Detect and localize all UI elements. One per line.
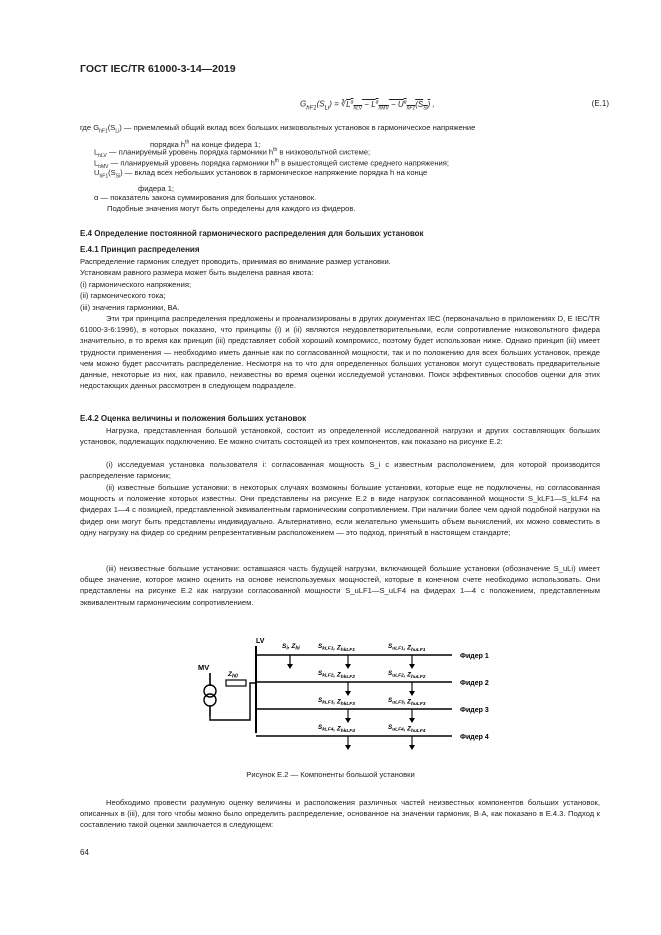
section-e41-heading: Е.4.1 Принцип распределения xyxy=(80,245,200,254)
z-h0-label: $Z_{h0}$ xyxy=(228,671,238,680)
document-header: ГОСТ IEC/TR 61000-3-14—2019 xyxy=(80,63,236,75)
e41-paragraph-2: Установкам равного размера может быть выделена равная квота: xyxy=(80,268,314,277)
feeder-4 xyxy=(256,724,489,750)
where-line-4: $U_{hF1}(S_{Si})$ — вклад всех небольших установок в гармоническое напряжение порядка h на конце фидера 1; xyxy=(94,168,428,193)
feeder-2 xyxy=(256,670,489,696)
equation-number: (Е.1) xyxy=(591,99,609,108)
e41-list-item-2: (ii) гармонического тока; xyxy=(80,291,166,300)
section-e42-heading: Е.4.2 Оценка величины и положения больших установок xyxy=(80,414,307,423)
where-line-5: α — показатель закона суммирования для больших установок. xyxy=(94,193,317,202)
feeder-2-load-arrow-icon-2 xyxy=(409,691,415,696)
where-line-2: $L_{hLV}$ — планируемый уровень порядка гармоники $h^{th}$ в низковольтной системе; xyxy=(94,147,371,160)
feeder-3 xyxy=(256,697,489,723)
transformer-secondary-icon xyxy=(204,694,216,706)
where-line-1: где $G_{hF1}(S_{Li})$ — приемлемый общий вклад всех больших низковольтных установок в гармоническое напряжение порядка $h^{th}$ на конце фидера 1; xyxy=(80,123,476,150)
e42-paragraph-1: Нагрузка, представленная большой установкой, состоит из определенной исследованной нагрузки и других составляющих больших установок, подлежащих подключению. Ее можно считать состоящей из трех компонентов, как показано на рисунке Е.2: xyxy=(80,426,600,447)
feeder-2-known-label: $S_{kLF2}$, $Z_{hkLF2}$ xyxy=(318,670,355,680)
feeder-4-known-label: $S_{kLF4}$, $Z_{hkLF4}$ xyxy=(318,724,355,734)
si-load-arrow-icon xyxy=(287,664,293,669)
e42-paragraph-2: (i) исследуемая установка пользователя i: согласованная мощность S_i с известным расположением, для которой производится распределение гармоник; xyxy=(80,460,600,481)
feeder-2-load-arrow-icon-1 xyxy=(345,691,351,696)
z-h0-impedance xyxy=(226,680,246,686)
where-line-6: Подобные значения могут быть определены для каждого из фидеров. xyxy=(107,204,356,213)
e41-paragraph-3: Эти три принципа распределения предложены и проанализированы в других документах IEC (первоначально в приложениях D, E IEC/TR 61000-3-6:1996), в которых показано, что принципы (i) и (ii) являются неудовлетворительными, если сопротивление низковольтного фидера значительно, в то время как принцип (iii) представляет собой хороший компромисс, поэтому будет использован ниже. Однако принцип (iii) имеет трудности применения — необходимо иметь данные как по согласованной мощности, так и по положению для всех больших установок, прежде чем можно будет рассчитать распределение. Несмотря на то что для определенных больших установок могут существовать предварительные данные, некоторые из них, как правило, неизвестны во время оценки исследуемой установки. Поиск эффективных способов оценки для этих недостающих данных рассмотрен в следующем подразделе. xyxy=(80,314,600,391)
feeder-1-known-label: $S_{kLF1}$, $Z_{hkLF1}$ xyxy=(318,643,355,653)
where-line-3: $L_{hMV}$ — планируемый уровень порядка гармоники $h^{th}$ в вышестоящей системе среднего напряжения; xyxy=(94,158,449,171)
feeder-1-label: Фидер 1 xyxy=(460,653,489,660)
feeder-1-unknown-label: $S_{uLF1}$, $Z_{huLF1}$ xyxy=(388,643,426,653)
feeder-3-known-label: $S_{kLF3}$, $Z_{hkLF3}$ xyxy=(318,697,355,707)
feeder-2-unknown-label: $S_{uLF2}$, $Z_{huLF2}$ xyxy=(388,670,426,680)
feeder-1-load-arrow-icon-2 xyxy=(409,664,415,669)
figure-e2-diagram xyxy=(190,628,510,753)
feeder-4-label: Фидер 4 xyxy=(460,734,489,741)
feeder-4-load-arrow-icon-2 xyxy=(409,745,415,750)
feeder-3-load-arrow-icon-1 xyxy=(345,718,351,723)
final-paragraph: Необходимо провести разумную оценку величины и расположения различных частей неизвестных компонентов больших установок, описанных в (iii), для того чтобы можно было определить распределение, основанное на значении гармоник, В·А, как показано в Е.4.3. Подход к составлению такой оценки заключается в следующем: xyxy=(80,798,600,830)
figure-caption: Рисунок Е.2 — Компоненты большой установки xyxy=(246,770,415,779)
section-e4-heading: Е.4 Определение постоянной гармонического распределения для больших установок xyxy=(80,229,424,238)
feeder-1-load-arrow-icon-1 xyxy=(345,664,351,669)
e41-list-item-1: (i) гармонического напряжения; xyxy=(80,280,192,289)
feeder-3-unknown-label: $S_{uLF3}$, $Z_{huLF3}$ xyxy=(388,697,426,707)
page-number: 64 xyxy=(80,848,89,857)
equation-e1: $G_{hF1}(S_{Li})$ = $∛L^\alpha_{hLV} - L^\alpha_{hMV} - U^\alpha_{hF1}(S_{Si})$ , xyxy=(300,99,435,112)
feeder-3-label: Фидер 3 xyxy=(460,707,489,714)
mv-label: MV xyxy=(198,663,210,672)
feeder-3-load-arrow-icon-2 xyxy=(409,718,415,723)
si-label: $S_i$, $Z_{hi}$ xyxy=(282,643,300,652)
lv-label: LV xyxy=(256,638,265,645)
feeder-2-label: Фидер 2 xyxy=(460,680,489,687)
e42-paragraph-3: (ii) известные большие установки: в некоторых случаях возможны большие установки, которые еще не подключены, но согласованная мощность и положение которых известны. Они представлены на рисунке Е.2 в виде нагрузок согласованной мощности S_kLF1—S_kLF4 на фидерах 1—4 с позицией, представленной эквивалентным гармоническим сопротивлением. При наличии более чем одной подобной нагрузки на фидер они могут быть представлены индивидуально. Альтернативно, если желательно уменьшить объем вычислений, их можно совместить в одну нагрузку на фидер со средним репрезентативным расположением — это подход, принятый в настоящем стандарте; xyxy=(80,483,600,537)
feeder-4-unknown-label: $S_{uLF4}$, $Z_{huLF4}$ xyxy=(388,724,426,734)
feeder-4-load-arrow-icon-1 xyxy=(345,745,351,750)
e42-paragraph-4: (iii) неизвестные большие установки: оставшаяся часть будущей нагрузки, включающей большие установки (обозначение S_uLi) имеет общее значение, которое можно оценить на основе неиспользуемых мощностей, которые в конечном счете необходимо использовать. Они представлены на рисунке Е.2 как нагрузки согласованной мощности S_uLF1—S_uLF4 на фидерах 1—4 с положением, представленным эквивалентным гармоническим сопротивлением. xyxy=(80,564,600,607)
e41-paragraph-1: Распределение гармоник следует проводить, принимая во внимание размер установки. xyxy=(80,257,391,266)
e41-list-item-3: (iii) значения гармоники, ВА. xyxy=(80,303,180,312)
